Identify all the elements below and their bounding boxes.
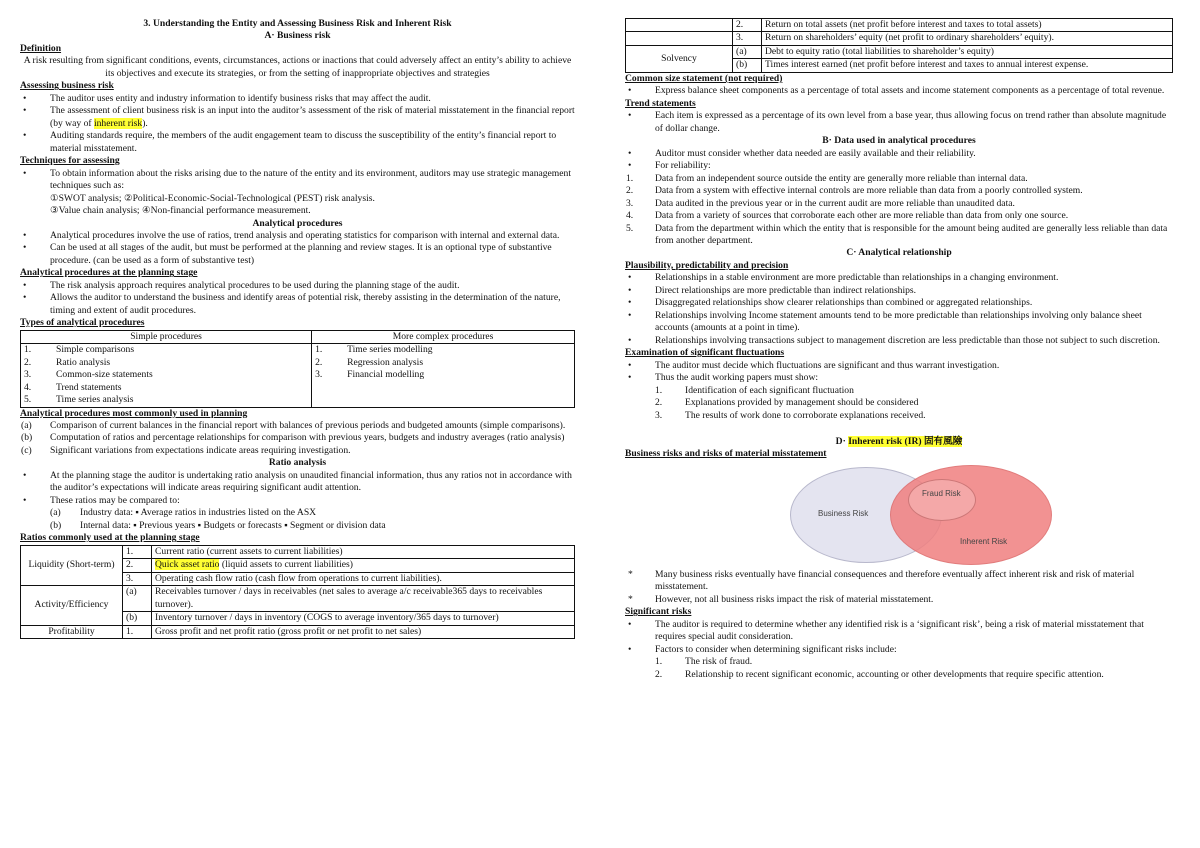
significant-risks-heading: Significant risks xyxy=(625,606,692,618)
table-cell xyxy=(344,394,574,407)
heading-prefix: D· xyxy=(835,436,849,447)
data-used-list xyxy=(625,148,1173,173)
ratios-table-continued xyxy=(625,18,1173,73)
significant-risks-list xyxy=(625,619,1173,656)
list-number: 3. xyxy=(626,197,634,209)
table-cell: 5. xyxy=(24,394,32,406)
table-header: More complex procedures xyxy=(312,330,575,343)
table-cell: Return on shareholders’ equity (net profit to ordinary shareholders’ equity). xyxy=(762,32,1173,45)
venn-label-inherent: Inherent Risk xyxy=(960,536,1008,546)
list-item: • Factors to consider when determining significant risks include: xyxy=(625,644,1173,656)
list-item: • The auditor must decide which fluctuations are significant and thus warrant investigation. xyxy=(625,360,1173,372)
table-cell: Debt to equity ratio (total liabilities to shareholder’s equity) xyxy=(762,45,1173,58)
list-item xyxy=(20,105,575,130)
list-item-text: Relationship to recent significant economic, accounting or other developments that require specific attention. xyxy=(685,668,1104,680)
table-cell: 1. xyxy=(312,344,345,357)
analytical-procedures-heading: Analytical procedures xyxy=(252,217,343,229)
table-header: Simple procedures xyxy=(21,330,312,343)
list-item xyxy=(20,445,575,457)
table-cell: 1. xyxy=(24,344,32,356)
list-number: 1. xyxy=(655,656,663,668)
list-item-text: ①SWOT analysis; ②Political-Economic-Social-Technological (PEST) risk analysis. xyxy=(50,192,375,204)
list-item-text: Data from an independent source outside the entity are generally more reliable than internal data. xyxy=(655,172,1028,184)
list-item-text: • To obtain information about the risks arising due to the nature of the entity and its environment, auditors may use strategic management techniques such as: xyxy=(50,167,571,192)
list-item-text: Data from the department within which the entity that is responsible for the amount being audited are generally less reliable than data from another department. xyxy=(655,222,1168,246)
list-item: • Each item is expressed as a percentage of its own level from a base year, thus allowing focus on trend rather than absolute magnitude of dollar change. xyxy=(625,110,1173,135)
list-item xyxy=(655,385,1173,397)
table-row xyxy=(21,369,575,381)
table-cell: 1. xyxy=(123,625,152,638)
common-size-heading: Common size statement (not required) xyxy=(625,72,783,84)
list-item: • Relationships in a stable environment are more predictable than relationships in a changing environment. xyxy=(625,272,1173,284)
highlighted-text: inherent risk xyxy=(93,117,143,129)
table-cell: Ratio analysis xyxy=(56,356,111,368)
list-item xyxy=(20,495,575,507)
definition-text: A risk resulting from significant conditions, events, circumstances, actions or inactions that could adversely affect an entity’s ability to achieve its objectives and execute its strategies, or from the setting of inappropriate objectives and strategies xyxy=(23,55,572,79)
techniques-list xyxy=(20,168,575,218)
table-cell xyxy=(312,382,345,394)
analytical-procedures-list xyxy=(20,230,575,267)
list-item: • Thus the audit working papers must show: xyxy=(625,372,1173,384)
table-cell: (b) xyxy=(123,612,152,625)
section-c-heading: C· Analytical relationship xyxy=(846,247,952,259)
fluctuations-sub-list xyxy=(625,385,1173,422)
table-cell: 3. xyxy=(733,32,762,45)
list-number: 4. xyxy=(626,210,634,222)
ratio-analysis-heading: Ratio analysis xyxy=(268,457,327,469)
table-cell: 4. xyxy=(24,381,32,393)
table-cell: 2. xyxy=(123,559,152,572)
venn-label-business: Business Risk xyxy=(818,508,869,518)
table-cell: Return on total assets (net profit before interest and taxes to total assets) xyxy=(762,19,1173,32)
table-row xyxy=(21,344,575,357)
most-common-list xyxy=(20,420,575,457)
table-cell: Current ratio (current assets to current liabilities) xyxy=(152,545,575,558)
planning-stage-heading: Analytical procedures at the planning stage xyxy=(20,267,198,279)
plausibility-heading: Plausibility, predictability and precision xyxy=(625,259,789,271)
list-item-text: Industry data: ▪ Average ratios in industries listed on the ASX xyxy=(80,507,317,519)
table-cell xyxy=(344,382,574,394)
list-item: • Auditor must consider whether data needed are easily available and their reliability. xyxy=(625,148,1173,160)
table-cell: (a) xyxy=(733,45,762,58)
list-item: • Disaggregated relationships show clearer relationships than combined or aggregated relationships. xyxy=(625,297,1173,309)
table-cell xyxy=(626,32,733,45)
table-cell: Trend statements xyxy=(56,381,122,393)
list-item xyxy=(625,210,1173,222)
table-cell: Receivables turnover / days in receivables (net sales to average a/c receivable365 days to receivables turnover). xyxy=(152,586,575,612)
list-item xyxy=(625,198,1173,210)
list-number: (a) xyxy=(21,420,32,431)
list-item xyxy=(655,669,1173,681)
table-cell: (a) xyxy=(123,586,152,612)
list-item: • Can be used at all stages of the audit, but must be performed at the planning and review stages. It is an optional type of substantive procedure. (can be used as a form of substantive test) xyxy=(20,242,575,267)
table-cell: 1. xyxy=(123,545,152,558)
list-item-text: ). xyxy=(142,117,148,129)
highlighted-text: Quick asset ratio xyxy=(155,559,220,571)
table-cell: 3. xyxy=(312,369,345,381)
table-cell: Time series analysis xyxy=(56,394,134,406)
ratios-table xyxy=(20,545,575,639)
plausibility-list xyxy=(625,272,1173,347)
list-item xyxy=(20,420,575,432)
table-cell: 2. xyxy=(733,19,762,32)
table-cell xyxy=(152,559,575,572)
list-item: • Express balance sheet components as a percentage of total assets and income statement components as a percentage of total revenue. xyxy=(625,85,1173,97)
table-cell: (b) xyxy=(733,59,762,72)
risk-venn-diagram xyxy=(790,465,1090,565)
page-title: 3. Understanding the Entity and Assessing Business Risk and Inherent Risk xyxy=(143,18,452,29)
list-item: • Relationships involving transactions subject to management discretion are less predictable than those not subject to such discretion. xyxy=(625,335,1173,347)
list-number: 2. xyxy=(655,397,663,409)
list-item: • The auditor is required to determine whether any identified risk is a ‘significant risk’, being a risk of material misstatement that requires special audit consideration. xyxy=(625,619,1173,644)
planning-stage-list xyxy=(20,280,575,317)
table-row xyxy=(21,357,575,369)
list-number: 5. xyxy=(626,222,634,234)
list-item xyxy=(20,432,575,444)
list-item xyxy=(50,520,575,532)
right-column xyxy=(625,18,1173,681)
list-item: * However, not all business risks impact the risk of material misstatement. xyxy=(625,594,1173,606)
list-number: (b) xyxy=(50,519,62,531)
table-row xyxy=(21,382,575,394)
list-item xyxy=(20,168,575,218)
assessing-heading: Assessing business risk xyxy=(20,80,114,92)
list-item xyxy=(625,173,1173,185)
table-row xyxy=(21,394,575,407)
fraud-risk-circle xyxy=(908,479,976,521)
list-item: • Allows the auditor to understand the business and identify areas of potential risk, thereby assisting in the determination of the nature, timing and extent of audit procedures. xyxy=(20,292,575,317)
section-d-heading xyxy=(625,436,1173,448)
table-cell: Common-size statements xyxy=(56,369,153,381)
table-cell xyxy=(312,394,345,407)
list-number: 2. xyxy=(626,185,634,197)
table-cell: 2. xyxy=(312,357,345,369)
list-item: • Relationships involving Income statement amounts tend to be more predictable than relationships involving only balance sheet accounts (amounts at a point in time). xyxy=(625,310,1173,335)
table-cell: Financial modelling xyxy=(347,369,425,381)
types-heading: Types of analytical procedures xyxy=(20,317,145,329)
list-item-text: The results of work done to corroborate explanations received. xyxy=(685,409,926,421)
table-cell: 2. xyxy=(24,356,32,368)
business-risks-heading: Business risks and risks of material misstatement xyxy=(625,448,827,460)
table-cell: Operating cash flow ratio (cash flow from operations to current liabilities). xyxy=(152,572,575,585)
list-item-text: Significant variations from expectations indicate areas requiring investigation. xyxy=(50,444,351,456)
list-item: * Many business risks eventually have financial consequences and therefore eventually affect inherent risk and risk of material misstatement. xyxy=(625,569,1173,594)
ratios-heading: Ratios commonly used at the planning stage xyxy=(20,532,200,544)
assessing-list xyxy=(20,93,575,155)
cell-text: (liquid assets to current liabilities) xyxy=(219,559,353,571)
table-cell: 3. xyxy=(123,572,152,585)
table-cell: Time series modelling xyxy=(347,344,433,356)
list-item-text: Identification of each significant fluctuation xyxy=(685,384,854,396)
list-item-text: The risk of fraud. xyxy=(685,656,753,668)
list-item-text: Explanations provided by management should be considered xyxy=(685,397,919,409)
list-number: (c) xyxy=(21,444,32,456)
list-item-text: Data audited in the previous year or in the current audit are more reliable than unaudited data. xyxy=(655,197,1015,209)
activity-label: Activity/Efficiency xyxy=(21,586,123,625)
liquidity-label: Liquidity (Short-term) xyxy=(21,545,123,585)
section-b-heading: B· Data used in analytical procedures xyxy=(822,135,976,147)
trend-list xyxy=(625,110,1173,135)
techniques-heading: Techniques for assessing xyxy=(20,155,120,167)
list-item-text: Data from a system with effective internal controls are more reliable than data from a poorly controlled system. xyxy=(655,185,1083,197)
list-number: 3. xyxy=(655,409,663,421)
list-number: (b) xyxy=(21,432,33,444)
list-item-text: Computation of ratios and percentage relationships for comparison with previous years, budgets and industry averages (ratio analysis) xyxy=(50,432,565,444)
left-column xyxy=(20,18,575,639)
list-item-text: The assessment of client business risk is an input into the auditor’s assessment of the risk of material misstatement in the financial report (by way of xyxy=(50,105,575,129)
list-item-text: Internal data: ▪ Previous years ▪ Budgets or forecasts ▪ Segment or division data xyxy=(80,519,386,531)
venn-label-fraud: Fraud Risk xyxy=(922,488,961,498)
business-risk-notes xyxy=(625,569,1173,606)
list-item-text: ③Value chain analysis; ④Non-financial performance measurement. xyxy=(50,205,311,217)
reliability-list xyxy=(625,173,1173,248)
list-number: (a) xyxy=(50,507,61,519)
significant-risks-sub-list xyxy=(625,656,1173,681)
list-item xyxy=(50,507,575,519)
most-common-heading: Analytical procedures most commonly used in planning xyxy=(20,407,248,419)
list-item: • Analytical procedures involve the use of ratios, trend analysis and operating statistics for comparison with internal and external data. xyxy=(20,230,575,242)
fluctuations-heading: Examination of significant fluctuations xyxy=(625,347,785,359)
list-item-text: • These ratios may be compared to: xyxy=(50,494,180,506)
table-cell: Times interest earned (net profit before interest and taxes to annual interest expense. xyxy=(762,59,1173,72)
table-cell: Gross profit and net profit ratio (gross profit or net profit to net sales) xyxy=(152,625,575,638)
list-item xyxy=(625,185,1173,197)
common-size-list xyxy=(625,85,1173,97)
section-a-heading: A· Business risk xyxy=(264,30,331,42)
list-item: • The auditor uses entity and industry information to identify business risks that may affect the audit. xyxy=(20,93,575,105)
list-item: • The risk analysis approach requires analytical procedures to be used during the planning stage of the audit. xyxy=(20,280,575,292)
list-item-text: Data from a variety of sources that corroborate each other are more reliable than data from only one source. xyxy=(655,210,1069,222)
profitability-label: Profitability xyxy=(21,625,123,638)
inherent-risk-circle xyxy=(890,465,1052,565)
list-item xyxy=(655,397,1173,409)
table-cell: Regression analysis xyxy=(347,356,424,368)
solvency-label: Solvency xyxy=(626,45,733,72)
list-item xyxy=(625,223,1173,248)
types-table xyxy=(20,330,575,408)
list-item xyxy=(655,410,1173,422)
list-item: • For reliability: xyxy=(625,160,1173,172)
list-number: 1. xyxy=(626,172,634,184)
trend-heading: Trend statements xyxy=(625,97,696,109)
list-number: 2. xyxy=(655,668,663,680)
list-item: • Auditing standards require, the members of the audit engagement team to discuss the susceptibility of the entity’s financial report to material misstatement. xyxy=(20,130,575,155)
table-cell: 3. xyxy=(24,369,32,381)
fluctuations-list xyxy=(625,360,1173,385)
definition-heading: Definition xyxy=(20,42,62,54)
list-item: • At the planning stage the auditor is undertaking ratio analysis on unaudited financial information, thus any ratios not in accordance with the auditor’s expectations will indicate areas requiring significant audit attention. xyxy=(20,470,575,495)
table-cell xyxy=(626,19,733,32)
list-item xyxy=(655,656,1173,668)
table-cell: Inventory turnover / days in inventory (COGS to average inventory/365 days to turnover) xyxy=(152,612,575,625)
list-item-text: Comparison of current balances in the financial report with balances of previous periods and budgeted amounts (simple comparisons). xyxy=(50,420,566,431)
table-cell: Simple comparisons xyxy=(56,344,135,356)
ratio-sub-list xyxy=(20,507,575,532)
ratio-analysis-list xyxy=(20,470,575,507)
highlighted-text: Inherent risk (IR) 固有風險 xyxy=(848,436,963,447)
list-number: 1. xyxy=(655,384,663,396)
list-item: • Direct relationships are more predictable than indirect relationships. xyxy=(625,285,1173,297)
